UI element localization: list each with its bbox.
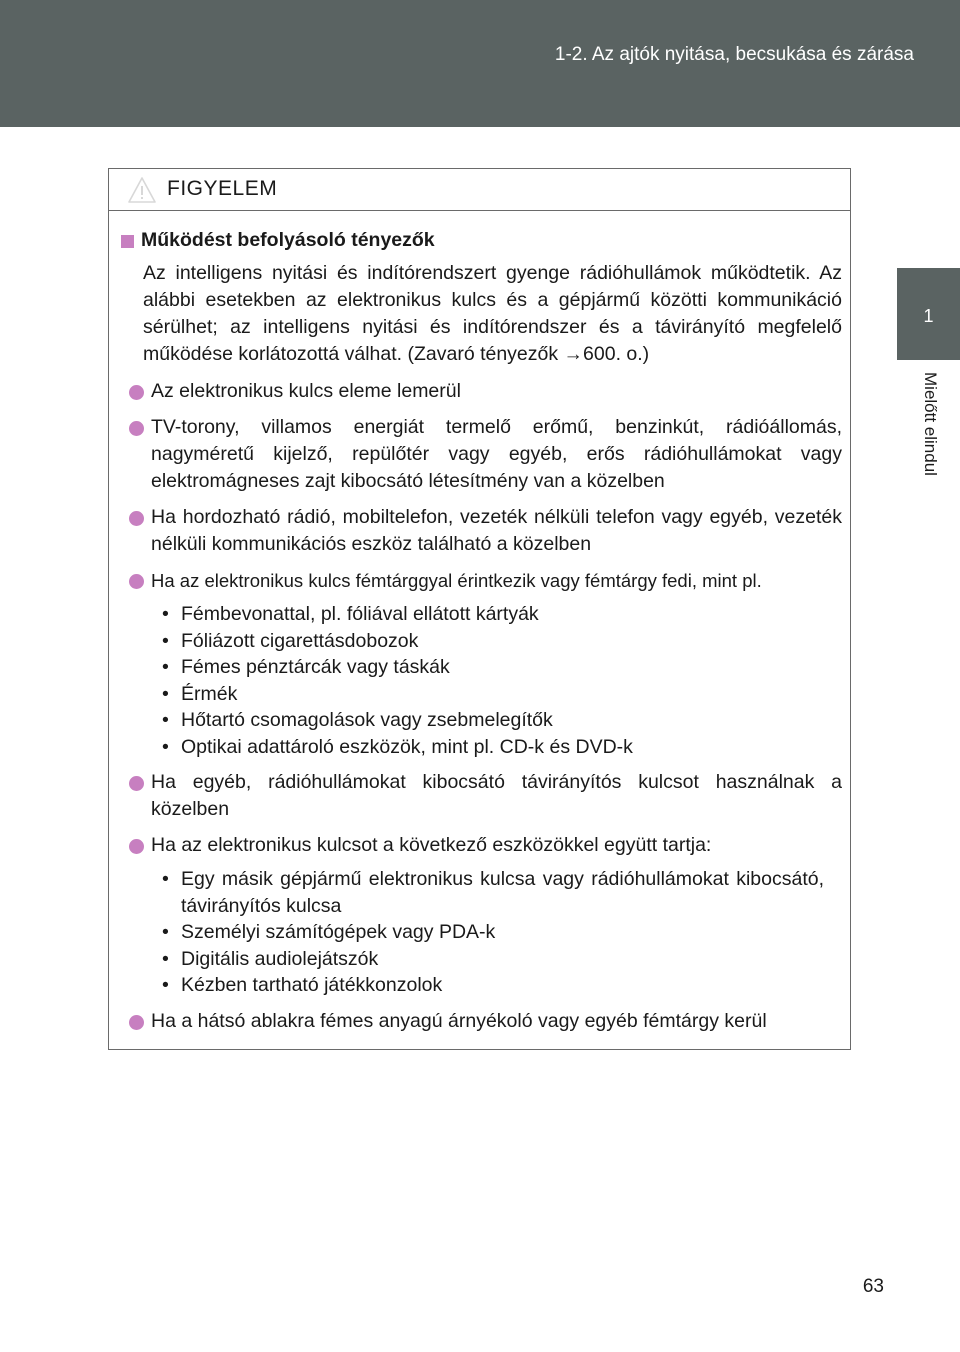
bullet-glyph: • [162, 682, 169, 705]
list-item-text: Ha egyéb, rádióhullámokat kibocsátó távirányítós kulcsot használnak a közelben [151, 771, 842, 820]
bullet-glyph: • [162, 709, 169, 731]
round-bullet-icon [129, 839, 144, 854]
page-number: 63 [862, 1276, 884, 1297]
sub-list-item: • Hőtartó csomagolások vagy zsebmelegítők [161, 707, 842, 734]
list-item-text: TV-torony, villamos energiát termelő erőmű, benzinkút, rádióállomás, nagyméretű kijelző, repülőtér vagy egyéb, erős rádióhullámokat vagy elektromágneses zajt kibocsátó létesítmény van a közelben [151, 416, 842, 492]
square-bullet-icon [121, 235, 134, 248]
sub-list-item: • Egy másik gépjármű elektronikus kulcsa vagy rádióhullámokat kibocsátó, távirányítós kulcsa [162, 868, 824, 917]
page-header [0, 0, 960, 127]
round-bullet-icon [129, 1015, 144, 1030]
list-item-text: Ha az elektronikus kulcsot a következő eszközökkel együtt tartja: [151, 834, 712, 856]
warning-content [109, 211, 850, 1035]
sub-list-item: • Digitális audiolejátszók [161, 946, 842, 973]
round-bullet-icon [129, 421, 144, 436]
sub-list-item: • Személyi számítógépek vagy PDA-k [161, 919, 842, 946]
chapter-label: Mielőtt elindul [921, 372, 940, 476]
sub-list-item: • Optikai adattároló eszközök, mint pl. CD-k és DVD-k [161, 734, 842, 761]
list-item [119, 567, 842, 594]
round-bullet-icon [129, 574, 144, 589]
bullet-glyph: • [162, 656, 169, 678]
bullet-glyph: • [162, 921, 169, 943]
list-item [119, 769, 842, 823]
chapter-title: 1-2. Az ajtók nyitása, becsukása és zárása [554, 44, 914, 65]
bullet-glyph: • [162, 947, 169, 970]
bullet-glyph: • [162, 974, 169, 996]
list-item [119, 504, 842, 558]
sub-list-item: • Kézben tartható játékkonzolok [161, 972, 842, 999]
chapter-number: 1 [923, 306, 934, 326]
metal-object-list [119, 601, 842, 760]
round-bullet-icon [129, 776, 144, 791]
sub-list-item: • Fémes pénztárcák vagy táskák [161, 654, 842, 681]
list-item-text: Ha az elektronikus kulcs fémtárggyal érintkezik vagy fémtárgy fedi, mint pl. [151, 570, 762, 591]
chapter-tab [897, 268, 960, 360]
list-item-text: Az elektronikus kulcs eleme lemerül [151, 380, 461, 402]
warning-header [109, 169, 850, 211]
warning-title: FIGYELEM [167, 177, 278, 200]
list-item [119, 1008, 842, 1035]
bullet-glyph: • [162, 629, 169, 652]
bullet-glyph: • [162, 735, 169, 758]
sub-list-item: • Érmék [161, 681, 842, 708]
section-title [119, 227, 842, 254]
bullet-glyph: • [162, 603, 169, 625]
list-item-text: Ha hordozható rádió, mobiltelefon, vezeték nélküli telefon vagy egyéb, vezeték nélküli kommunikációs eszköz található a közelben [151, 506, 842, 555]
sub-list-item: • Fémbevonattal, pl. fóliával ellátott kártyák [161, 601, 842, 628]
bullet-glyph: • [162, 868, 169, 890]
list-item [119, 378, 842, 405]
list-item [119, 832, 842, 859]
device-list [119, 866, 842, 999]
list-item [119, 414, 842, 495]
section-title-text: Működést befolyásoló tényezők [141, 229, 435, 251]
warning-box [108, 168, 851, 1050]
intro-paragraph: Az intelligens nyitási és indítórendszert gyenge rádióhullámok működtetik. Az alábbi esetekben az elektronikus kulcs és a gépjármű közötti kommunikáció sérülhet; az intelligens nyitási és indítórendszer és a távirányító megfelelő működése korlátozottá válhat. (Zavaró tényezők →600. o.) [143, 262, 842, 365]
warning-triangle-icon [127, 176, 157, 204]
list-item-text: Ha a hátsó ablakra fémes anyagú árnyékoló vagy egyéb fémtárgy kerül [151, 1009, 767, 1032]
round-bullet-icon [129, 385, 144, 400]
round-bullet-icon [129, 511, 144, 526]
sub-list-item: • Fóliázott cigarettásdobozok [161, 628, 842, 655]
